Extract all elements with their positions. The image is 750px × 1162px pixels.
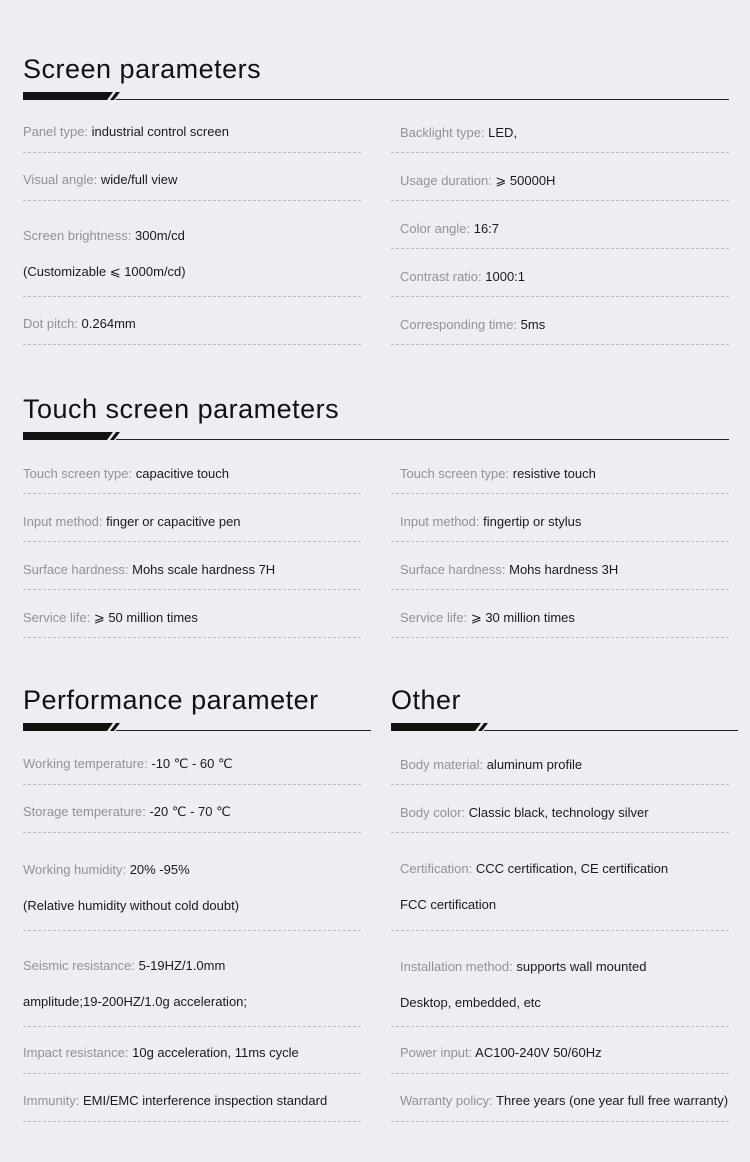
certification-extra: FCC certification — [400, 897, 497, 912]
divider — [23, 152, 361, 153]
warranty-policy-item: Warranty policy: Three years (one year full free warranty) — [400, 1093, 729, 1108]
divider — [23, 637, 361, 638]
input-method-item: Input method: finger or capacitive pen — [23, 514, 241, 529]
divider — [391, 541, 729, 542]
impact-resistance-item: Impact resistance: 10g acceleration, 11ms cycle — [23, 1045, 299, 1060]
touch-type-item: Touch screen type: capacitive touch — [23, 466, 229, 481]
body-material-item: Body material: aluminum profile — [400, 757, 583, 772]
installation-method-extra: Desktop, embedded, etc — [400, 995, 541, 1010]
divider — [391, 296, 729, 297]
input-method-item: Input method: fingertip or stylus — [400, 514, 582, 529]
service-life-item: Service life: ⩾ 50 million times — [23, 610, 198, 625]
divider — [391, 152, 729, 153]
visual-angle-item: Visual angle: wide/full view — [23, 172, 178, 187]
seismic-resistance-extra: amplitude;19-200HZ/1.0g acceleration; — [23, 994, 248, 1009]
performance-title-rule — [23, 723, 371, 731]
working-humidity-item: Working humidity: 20% -95% — [23, 862, 190, 877]
working-temperature-item: Working temperature: -10 ℃ - 60 ℃ — [23, 756, 233, 771]
other-section-title: Other — [391, 685, 462, 715]
divider — [23, 832, 361, 833]
divider — [23, 541, 361, 542]
working-humidity-extra: (Relative humidity without cold doubt) — [23, 898, 240, 913]
divider — [23, 930, 361, 931]
panel-type-item: Panel type: industrial control screen — [23, 124, 229, 139]
divider — [391, 1073, 729, 1074]
immunity-item: Immunity: EMI/EMC interference inspection standard — [23, 1093, 328, 1108]
touch-title-rule — [23, 432, 729, 440]
other-title-rule — [391, 723, 738, 731]
installation-method-item: Installation method: supports wall mounted — [400, 959, 647, 974]
divider — [391, 200, 729, 201]
divider — [391, 784, 729, 785]
usage-duration-item: Usage duration: ⩾ 50000H — [400, 173, 556, 188]
divider — [391, 248, 729, 249]
screen-brightness-extra: (Customizable ⩽ 1000m/cd) — [23, 264, 186, 279]
screen-brightness-item: Screen brightness: 300m/cd — [23, 228, 185, 243]
screen-section-title: Screen parameters — [23, 54, 262, 84]
surface-hardness-item: Surface hardness: Mohs hardness 3H — [400, 562, 619, 577]
divider — [23, 493, 361, 494]
divider — [391, 589, 729, 590]
divider — [391, 493, 729, 494]
performance-section-title: Performance parameter — [23, 685, 319, 715]
touch-section-title: Touch screen parameters — [23, 394, 340, 424]
body-color-item: Body color: Classic black, technology silver — [400, 805, 649, 820]
dot-pitch-item: Dot pitch: 0.264mm — [23, 316, 136, 331]
contrast-ratio-item: Contrast ratio: 1000:1 — [400, 269, 526, 284]
color-angle-item: Color angle: 16:7 — [400, 221, 500, 236]
divider — [23, 200, 361, 201]
screen-title-rule — [23, 92, 729, 100]
divider — [23, 296, 361, 297]
seismic-resistance-item: Seismic resistance: 5-19HZ/1.0mm — [23, 958, 226, 973]
power-input-item: Power input: AC100-240V 50/60Hz — [400, 1045, 602, 1060]
divider — [391, 344, 729, 345]
certification-item: Certification: CCC certification, CE certification — [400, 861, 669, 876]
divider — [23, 1026, 361, 1027]
corresponding-time-item: Corresponding time: 5ms — [400, 317, 546, 332]
service-life-item: Service life: ⩾ 30 million times — [400, 610, 575, 625]
divider — [391, 1121, 729, 1122]
storage-temperature-item: Storage temperature: -20 ℃ - 70 ℃ — [23, 804, 231, 819]
divider — [391, 930, 729, 931]
divider — [23, 589, 361, 590]
divider — [23, 1073, 361, 1074]
backlight-type-item: Backlight type: LED, — [400, 125, 518, 140]
touch-type-item: Touch screen type: resistive touch — [400, 466, 596, 481]
divider — [391, 637, 729, 638]
divider — [391, 1026, 729, 1027]
divider — [23, 784, 361, 785]
divider — [23, 344, 361, 345]
divider — [391, 832, 729, 833]
surface-hardness-item: Surface hardness: Mohs scale hardness 7H — [23, 562, 276, 577]
divider — [23, 1121, 361, 1122]
